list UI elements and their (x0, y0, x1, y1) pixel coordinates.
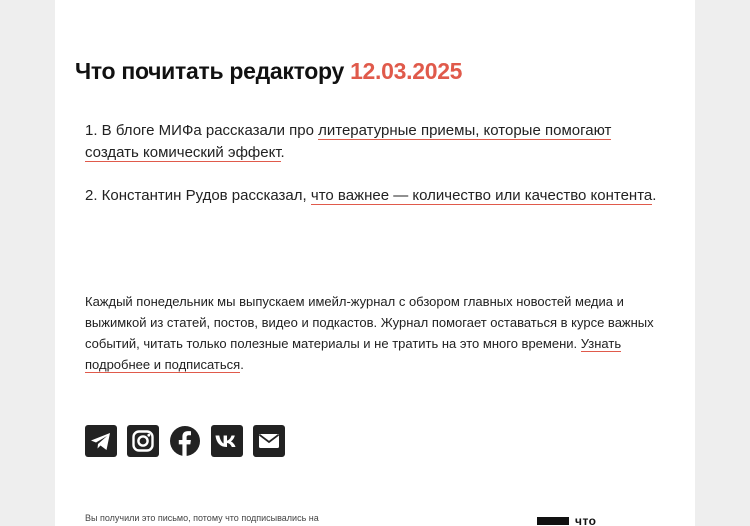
email-icon[interactable] (253, 425, 285, 457)
footer-note: Вы получили это письмо, потому что подписывались на (85, 513, 319, 523)
about-suffix: . (240, 357, 244, 372)
telegram-icon[interactable] (85, 425, 117, 457)
article-link[interactable]: что важнее — количество или качество контента (310, 187, 653, 204)
title-text: Что почитать редактору (75, 58, 344, 84)
email-card (55, 0, 695, 526)
instagram-icon[interactable] (127, 425, 159, 457)
item-suffix: . (652, 187, 657, 204)
list-item (85, 120, 665, 164)
vk-icon[interactable] (211, 425, 243, 457)
logo-text: что (575, 514, 597, 526)
social-links (85, 425, 285, 457)
page-title (75, 58, 462, 85)
item-suffix: . (280, 144, 285, 161)
list-item (85, 185, 665, 207)
item-text: 2. Константин Рудов рассказал, (85, 187, 311, 204)
reading-list (85, 120, 665, 228)
subscribe-link[interactable]: Узнать подробнее и подписаться (85, 336, 622, 372)
article-link[interactable]: литературные приемы, которые помогают создать комический эффект (85, 122, 612, 161)
issue-date: 12.03.2025 (350, 58, 463, 84)
about-text: Каждый понедельник мы выпускаем имейл-журнал с обзором главных новостей медиа и выжимкой из статей, постов, видео и подкастов. Журнал помогает оставаться в курсе важных событий, читать только полезные материалы и не тратить на это много времени. (85, 294, 654, 351)
item-text: 1. В блоге МИФа рассказали про (85, 122, 319, 139)
footer-logo (537, 514, 597, 526)
about-paragraph (85, 291, 670, 375)
facebook-icon[interactable] (169, 425, 201, 457)
logo-mark (537, 517, 569, 525)
